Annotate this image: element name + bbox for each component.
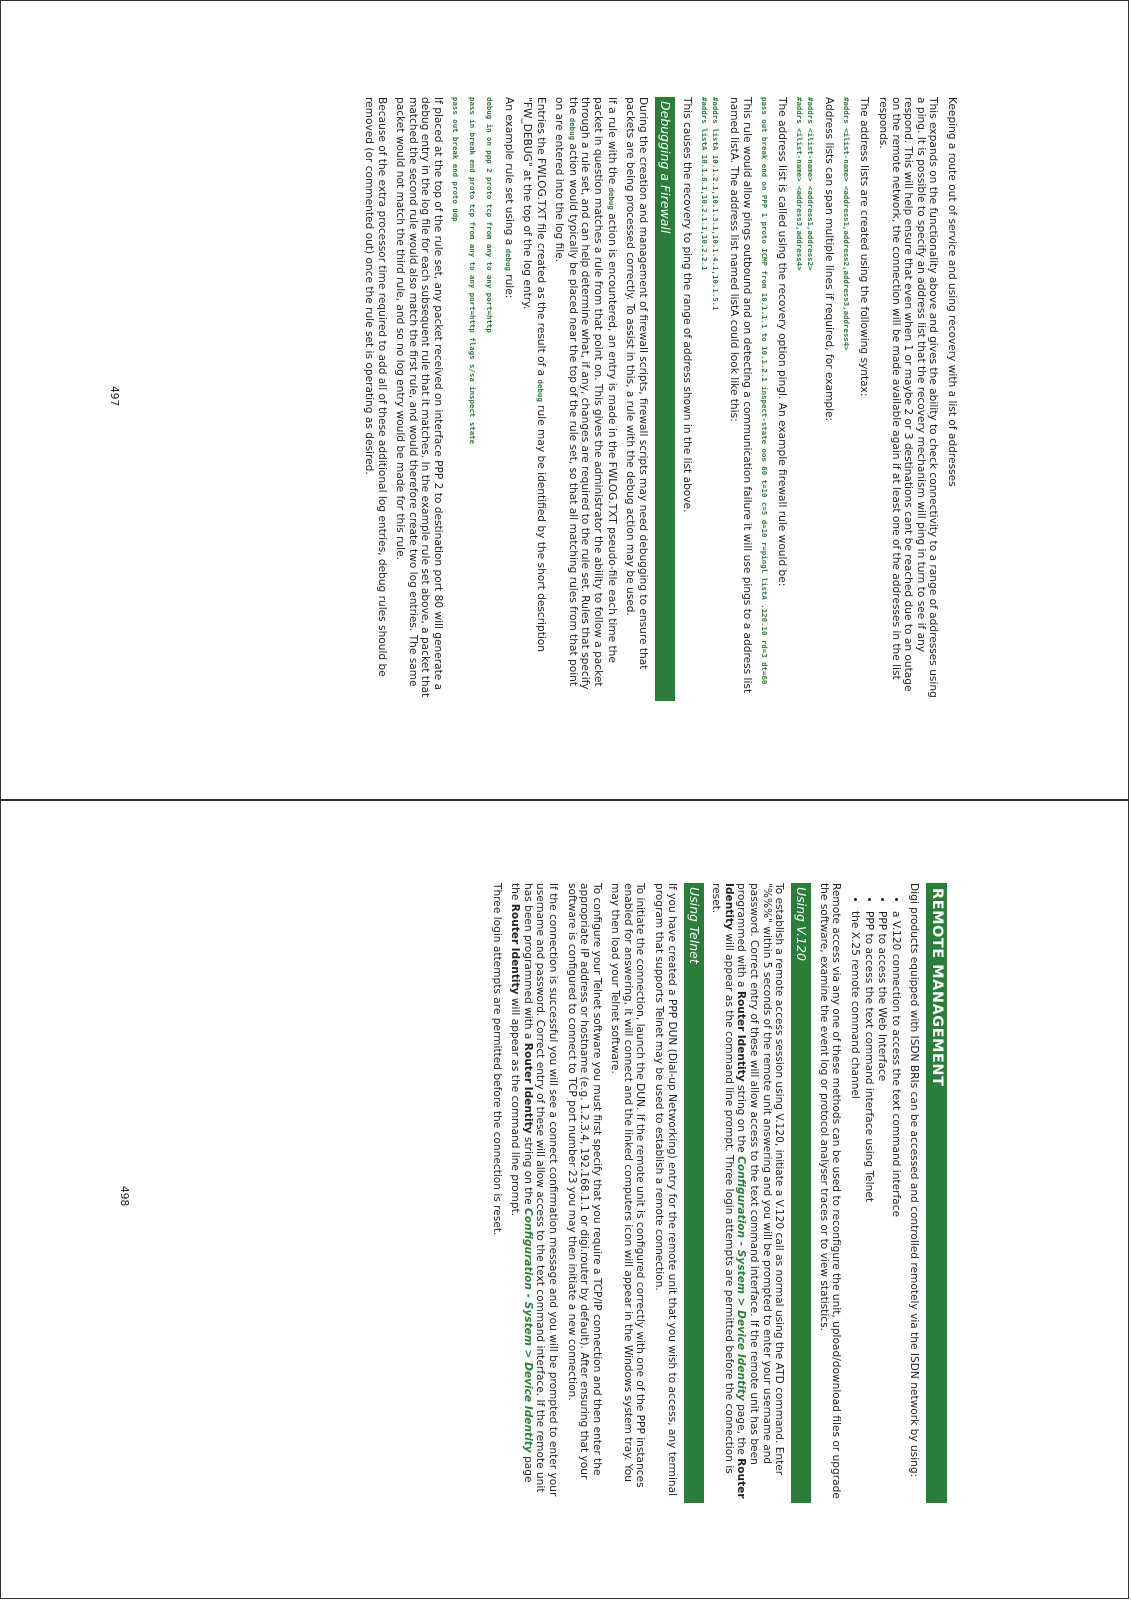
code-line: pass in break end proto tcp from any to any port=http flags s/sa inspect state (467, 97, 477, 445)
code-line: pass out break end on PPP 1 proto ICMP from 10.1.1.1 to 10.1.2.1 inspect-state oos 60 t=10 c=5 d=10 r=pingl listA .120.10 rd=3 dt=60 (759, 97, 769, 685)
paragraph (710, 883, 786, 1503)
paragraph: If you have created a PPP DUN (Dial-up Networking) entry for the remote unit that you wish to access, any terminal program that supports Telnet may be used to establish a remote connection. (653, 883, 678, 1497)
code-block (699, 97, 721, 701)
list-item: • a V.120 connection to access the text command interface (889, 911, 902, 1503)
section-heading-debugging: Debugging a Firewall (655, 97, 675, 701)
bold-term: Router (735, 1458, 748, 1499)
paragraph: This rule would allow pings outbound and on detecting a communication failure it will use pings to a address list named listA. The address list named listA could look like this: (728, 97, 753, 694)
bold-term: Router (521, 1042, 534, 1084)
page-498 (0, 800, 1129, 1599)
paragraph: Remote access via any one of these methods can be used to reconfigure the unit, upload/download files or upgrade the software, examine the event log or protocol analyser traces or to view statistics. (817, 883, 843, 1499)
section-heading-v120: Using V.120 (791, 883, 811, 1503)
code-line: #addrs listA 10.1.2.1,10.1.3.1,10.1.4.1,10.1.5.1 (711, 97, 721, 311)
bold-term: Identity (735, 1034, 748, 1082)
bold-term: Router (509, 903, 522, 945)
page-number: 497 (108, 386, 120, 407)
bold-term: Identity (722, 883, 735, 930)
inline-code: debug (606, 187, 616, 210)
list-item: • PPP to access the text command interface using Telnet (862, 911, 875, 1503)
page-497-rotated-content (1, 1, 1129, 800)
page-497-body (356, 97, 958, 701)
text-run: An example rule set using a (502, 97, 515, 249)
code-line: #addrs <ilist-name> <address3,address4> (795, 97, 805, 271)
paragraph (509, 883, 559, 1503)
text-run: action is encountered, an entry is made in the FWLOG.TXT pseudo-file each time the packet in question matches a rule from that point on. This gives the administrator the ability to follow a packet through a rule set, and can help determine what, if any, changes are required to the rule set. Rules that specify the (566, 97, 618, 690)
paragraph: To initiate the connection, launch the DUN. If the remote unit is configured correctly with one of the PPP instances enabled for answering, it will connect and the linked computers icon will appear in the Windows system tray. You may then load your Telnet software. (609, 883, 647, 1488)
text-run: string on the (521, 1133, 534, 1209)
text-run: page, the (735, 1400, 748, 1459)
section-heading-telnet: Using Telnet (684, 883, 704, 1503)
text-run: will appear as the command line prompt. Three login attempts are permitted before the connection is reset. (710, 883, 735, 1474)
page-497 (0, 0, 1129, 800)
menu-path: Configuration - System > Device Identity (521, 1208, 534, 1453)
inline-code: debug (503, 248, 513, 271)
bold-term: Router (735, 990, 748, 1032)
paragraph: Three login attempts are permitted before the connection is reset. (490, 883, 503, 1236)
text-run: will appear as the command line prompt. (509, 994, 522, 1217)
paragraph: Digi products equipped with ISDN BRIs can be accessed and controlled remotely via the ISDN network by using: (908, 883, 921, 1478)
paragraph: To configure your Telnet software you must first specify that you require a TCP/IP connection and then enter the appropriate IP address or hostname (e.g. 1.2.3.4, 192.168.1.1 or digi.router by default). After ensuring that your software is configured to connect to TCP port number 23 you may then initiate a new connection. (565, 883, 603, 1480)
code-block (794, 97, 816, 701)
text-run: action would typically be placed near the top of the rule set, so that all matching rules from that point on are entered into the log file. (553, 97, 579, 687)
paragraph (501, 97, 515, 701)
page-number: 498 (118, 1186, 130, 1207)
intro-text: Keeping a route out of service and using recovery with a list of addresses (946, 97, 958, 487)
page-498-rotated-content (1, 801, 1129, 1599)
text-run: rule: (502, 270, 515, 299)
paragraph: Because of the extra processor time required to add all of these additional log entries, debug rules should be removed (or commented out) once the rule set is operating as desired. (362, 97, 388, 677)
paragraph: The address list is called using the recovery option pingl. An example firewall rule would be: (776, 97, 789, 587)
list-item: • the X.25 remote command channel (848, 911, 861, 1503)
text-run: rule may be identified by the short description "FW_DEBUG" at the top of the log entry. (521, 97, 547, 653)
paragraph (521, 97, 547, 701)
text-run: If the connection is successful you will see a connect confirmation message and you will be prompted to enter your username and password. Correct entry of these will allow access to the text command interface. If the remote unit has been programmed with a (521, 883, 559, 1497)
paragraph: Address lists can span multiple lines if required, for example: (822, 97, 835, 422)
page-498-body (484, 883, 947, 1503)
paragraph: The address lists are created using the following syntax: (858, 97, 871, 397)
bold-term: Identity (509, 947, 522, 995)
bold-term: Identity (521, 1086, 534, 1134)
paragraph: This expands on the functionality above and gives the ability to check connectivity to a range of addresses using a ping. It is possible to specify an address list that the recovery mechanism will ping in turn to see if any respond. This will help ensure that even when 1 or maybe 2 or 3 destinations cant be reached due to an outage on the remote network, the connection will be made available again if at least one of the addresses in the list responds. (877, 97, 940, 698)
code-line: #addrs <ilist-name> <address1,address2,address3,address4> (841, 97, 851, 351)
list-item: • PPP to access the Web Interface (876, 911, 889, 1503)
text-run: If a rule with the (605, 97, 618, 188)
code-line: pass out break end proto udp (450, 97, 460, 222)
inline-code: debug (535, 379, 545, 402)
inline-code: debug (567, 117, 577, 141)
bullet-list (848, 883, 901, 1503)
menu-path: Configuration - System > Device Identity (735, 1156, 748, 1401)
chapter-banner: REMOTE MANAGEMENT (926, 883, 947, 1503)
paragraph: During the creation and management of firewall scripts, firewall scripts may need debugging to ensure that packets are being processed correctly. To assist in this, a rule with the debug action may be used. (624, 97, 649, 670)
code-line: #addrs listA 10.1.6.1,10.2.1.1,10.2.2.1 (700, 97, 710, 271)
text-run: page the (509, 883, 534, 1483)
text-run: To establish a remote access session using V.120, initiate a V.120 call as normal using the ATD command. Enter "%%%" within 5 seconds of the remote unit answering and you will be prompted to enter your username and password. Correct entry of these will allow access to the text command interface. If the remote unit has been programmed with a (735, 883, 786, 1476)
code-line: #addrs <ilist-name> <address1,address2> (806, 97, 816, 271)
paragraph (553, 97, 618, 701)
paragraph: This causes the recovery to ping the range of address shown in the list above. (681, 97, 694, 513)
paragraph: If placed at the top of the rule set, any packet received on interface PPP 2 to destination port 80 will generate a debug entry in the log file for each subsequent rule that it matches. In the example rule set above, a packet that matched the second rule would also match the first rule, and would therefore create two log entries. The same packet would not match the third rule, and so no log entry would be made for this rule. (394, 97, 444, 698)
text-run: Entries the FWLOG.TXT file created as the result of a (534, 97, 547, 380)
text-run: string on the (735, 1081, 748, 1157)
code-line: debug in on ppp 2 proto tcp from any to any port=http (484, 97, 494, 333)
